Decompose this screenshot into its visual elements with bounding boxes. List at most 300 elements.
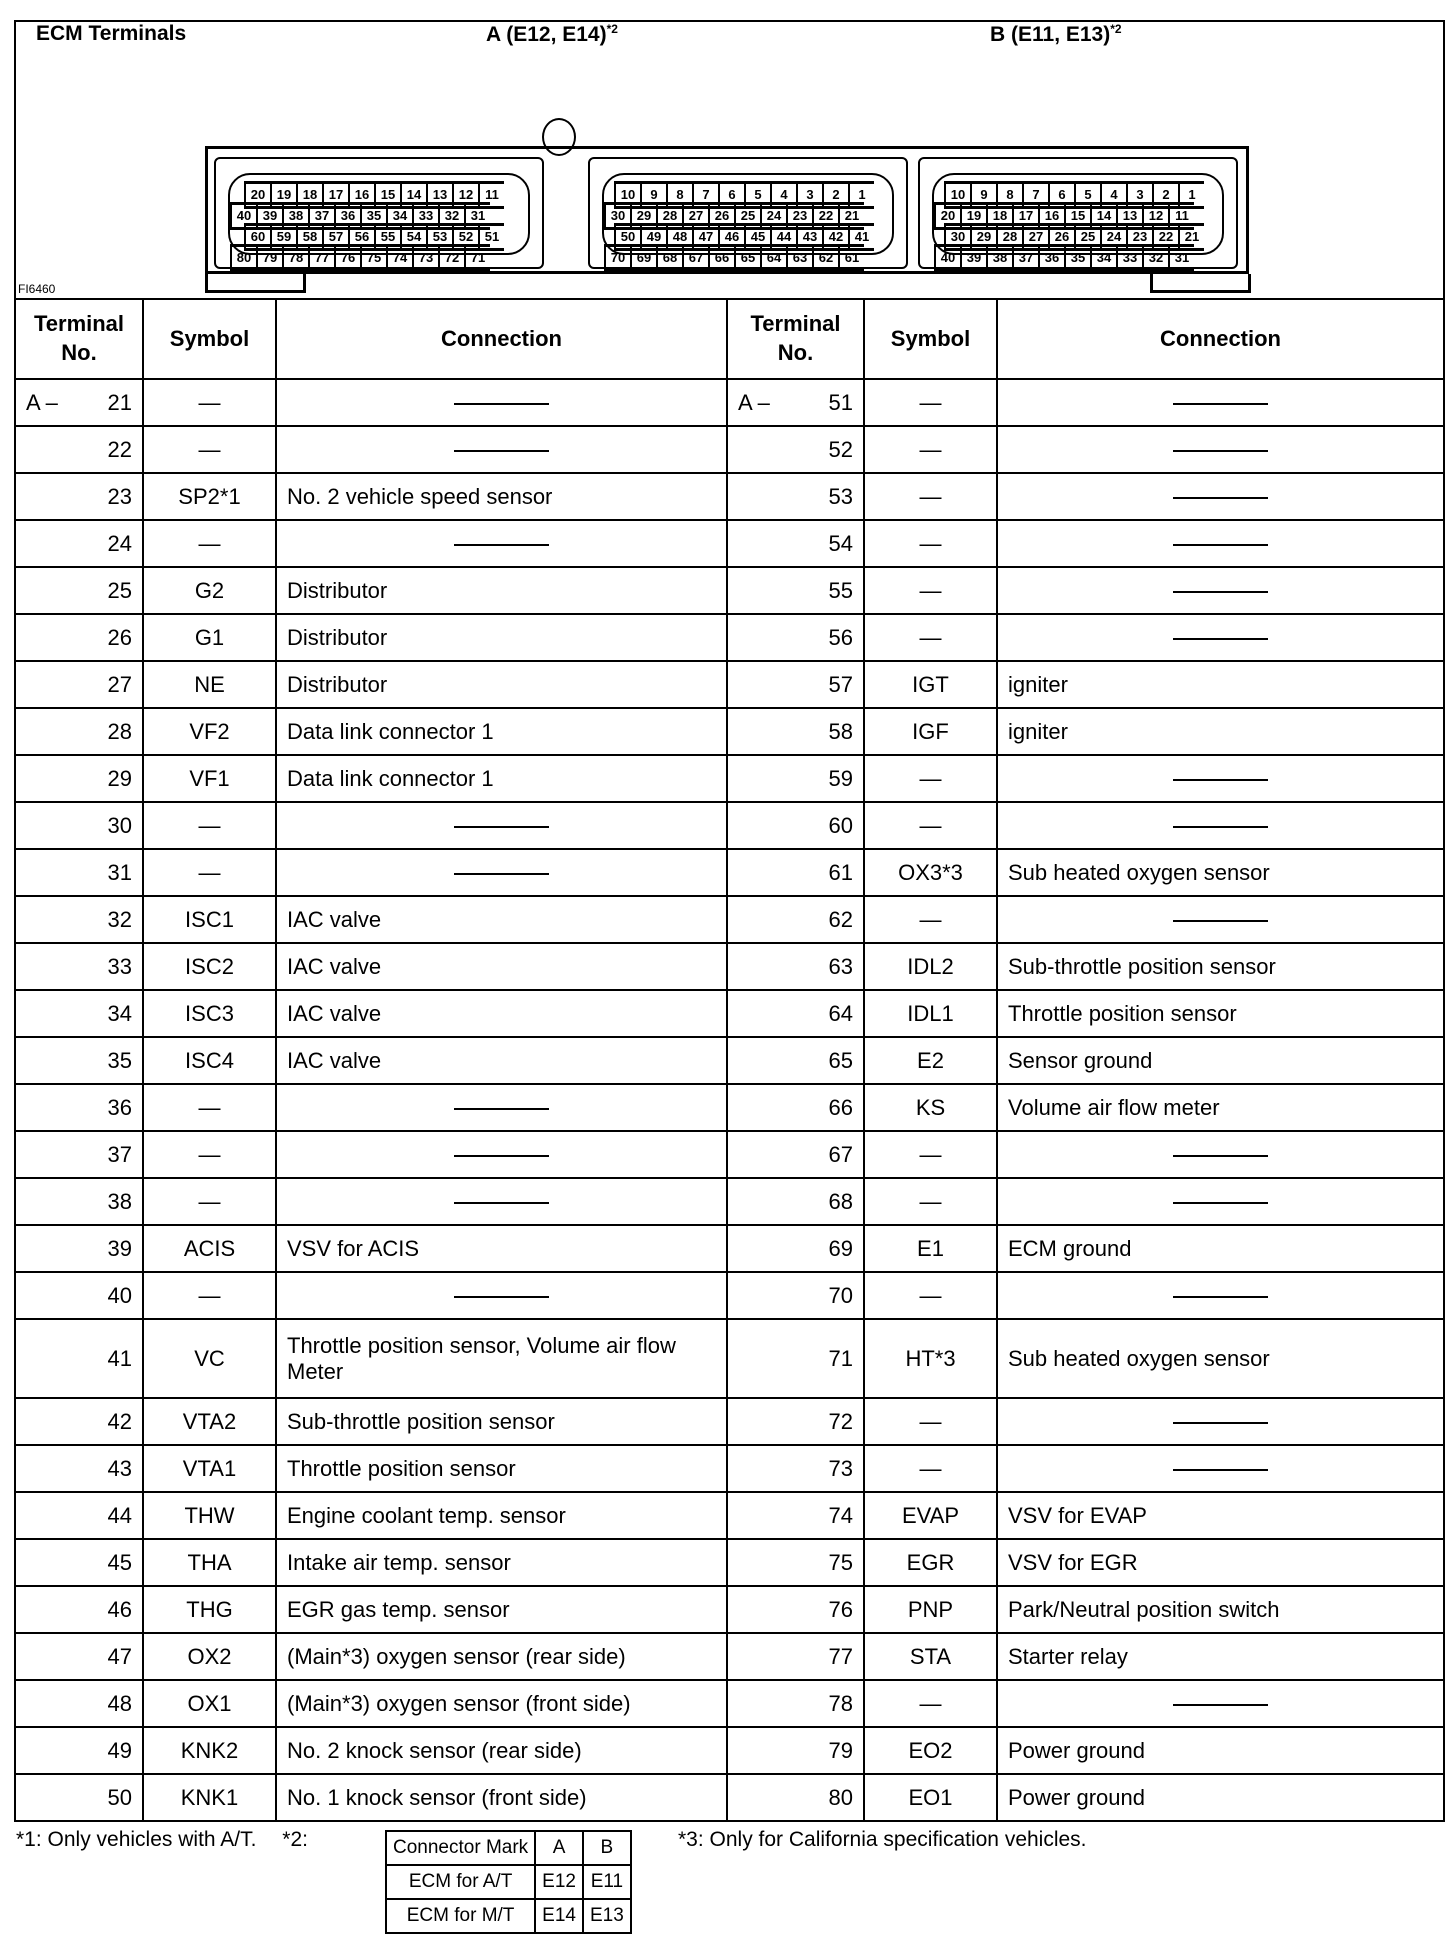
terminal-number-text: 69 <box>828 1235 853 1261</box>
pin-36: 36 <box>1038 247 1064 269</box>
no-connection-dash <box>1173 591 1268 593</box>
terminal-connection <box>997 849 1444 896</box>
figure-id: FI6460 <box>18 282 56 296</box>
no-connection-dash <box>454 826 549 828</box>
terminal-connection-text: IAC valve <box>287 1047 382 1073</box>
col-symbol-2: Symbol <box>864 299 997 379</box>
terminal-symbol-text: — <box>198 812 221 838</box>
terminal-symbol-text: IDL1 <box>907 1000 954 1026</box>
pin-65: 65 <box>734 247 760 269</box>
table-row <box>15 426 1444 473</box>
pin-32: 32 <box>438 205 464 227</box>
terminal-symbol <box>143 755 276 802</box>
pin-1: 1 <box>1178 184 1204 206</box>
terminal-connection-text: Sub-throttle position sensor <box>1008 953 1276 979</box>
pin-13: 13 <box>426 184 452 206</box>
table-row <box>15 802 1444 849</box>
pin-68: 68 <box>656 247 682 269</box>
terminal-number-text: 49 <box>107 1737 132 1763</box>
no-connection-dash <box>1173 779 1268 781</box>
pin-42: 42 <box>822 226 848 248</box>
table-row <box>15 1398 1444 1445</box>
terminal-symbol-text: VF2 <box>189 718 230 744</box>
terminal-connection-text: igniter <box>1008 718 1068 744</box>
terminal-number-text: 77 <box>828 1643 853 1669</box>
connector-mark-cell: E12 <box>535 1865 583 1899</box>
col-terminal-2: Terminal No. <box>727 299 864 379</box>
pin-10: 10 <box>614 184 640 206</box>
pin-24: 24 <box>760 205 786 227</box>
terminal-connection <box>997 1586 1444 1633</box>
terminal-symbol <box>143 708 276 755</box>
pin-69: 69 <box>630 247 656 269</box>
pin-10: 10 <box>944 184 970 206</box>
terminal-symbol-text: EVAP <box>901 1502 960 1528</box>
terminal-number-text: 29 <box>107 765 132 791</box>
terminal-symbol-text: VF1 <box>189 765 230 791</box>
terminal-number-text: 62 <box>828 906 853 932</box>
no-connection-dash <box>454 544 549 546</box>
terminal-number <box>727 755 864 802</box>
pin-70: 70 <box>604 247 630 269</box>
terminal-number <box>727 1178 864 1225</box>
terminal-connection-text: Park/Neutral position switch <box>1008 1596 1280 1622</box>
terminal-connection <box>997 614 1444 661</box>
terminal-connection-text: Sub-throttle position sensor <box>287 1408 555 1434</box>
col-connection: Connection <box>276 299 727 379</box>
terminal-connection-text: No. 1 knock sensor (front side) <box>287 1784 587 1810</box>
terminal-number <box>15 473 143 520</box>
pin-13: 13 <box>1116 205 1142 227</box>
terminal-number <box>727 614 864 661</box>
terminal-connection-text: Engine coolant temp. sensor <box>287 1502 566 1528</box>
no-connection-dash <box>1173 450 1268 452</box>
terminal-symbol-text: — <box>919 1141 942 1167</box>
terminal-symbol <box>143 802 276 849</box>
terminal-symbol <box>143 990 276 1037</box>
terminal-connection <box>276 1586 727 1633</box>
terminal-number-text: 27 <box>107 671 132 697</box>
terminal-connection-text: IAC valve <box>287 1000 382 1026</box>
terminal-number-text: 36 <box>107 1094 132 1120</box>
terminal-number <box>15 520 143 567</box>
pin-55: 55 <box>374 226 400 248</box>
pin-39: 39 <box>960 247 986 269</box>
terminal-connection <box>997 896 1444 943</box>
terminal-symbol-text: KS <box>915 1094 946 1120</box>
terminal-number-text: 30 <box>107 812 132 838</box>
no-connection-dash <box>454 1155 549 1157</box>
terminal-connection <box>276 1131 727 1178</box>
table-row <box>15 755 1444 802</box>
terminal-connection <box>276 1774 727 1821</box>
terminal-number-text: 40 <box>107 1282 132 1308</box>
terminal-symbol-text: — <box>919 906 942 932</box>
terminal-number <box>15 1178 143 1225</box>
terminal-connection-text: VSV for EVAP <box>1008 1502 1147 1528</box>
terminal-connection-text: Sensor ground <box>1008 1047 1153 1073</box>
terminal-number <box>727 1272 864 1319</box>
terminal-connection <box>997 661 1444 708</box>
pin-26: 26 <box>1048 226 1074 248</box>
terminal-symbol-text: — <box>919 624 942 650</box>
terminal-symbol <box>864 1225 997 1272</box>
no-connection-dash <box>1173 826 1268 828</box>
terminal-number-text: 34 <box>107 1000 132 1026</box>
connector-mark-cell: A <box>535 1831 583 1865</box>
terminal-number-text: 24 <box>107 530 132 556</box>
terminal-number-text: 51 <box>828 389 853 415</box>
terminal-connection-text: Sub heated oxygen sensor <box>1008 859 1270 885</box>
connector-a-label <box>486 22 618 47</box>
terminal-connection <box>276 1727 727 1774</box>
no-connection-dash <box>1173 1469 1268 1471</box>
terminal-symbol <box>143 1398 276 1445</box>
table-row <box>15 661 1444 708</box>
terminal-number <box>15 1774 143 1821</box>
terminal-symbol-text: ISC1 <box>185 906 234 932</box>
terminal-symbol <box>864 567 997 614</box>
no-connection-dash <box>454 1108 549 1110</box>
table-row <box>15 1727 1444 1774</box>
pin-40: 40 <box>230 205 256 227</box>
terminal-symbol-text: EGR <box>906 1549 955 1575</box>
terminal-connection <box>997 1492 1444 1539</box>
connector-mark-cell: E11 <box>583 1865 631 1899</box>
footnote-3: *3: Only for California specification vehicles. <box>678 1828 1087 1851</box>
table-row <box>15 708 1444 755</box>
pin-6: 6 <box>718 184 744 206</box>
terminal-symbol-text: SP2*1 <box>178 483 241 509</box>
terminal-connection <box>997 1131 1444 1178</box>
terminal-symbol <box>143 1084 276 1131</box>
terminal-connection-text: Data link connector 1 <box>287 718 494 744</box>
connector-mark-cell: ECM for M/T <box>386 1899 535 1933</box>
pin-59: 59 <box>270 226 296 248</box>
terminal-number-text: 21 <box>107 389 132 415</box>
table-row <box>15 1272 1444 1319</box>
terminal-symbol <box>864 802 997 849</box>
no-connection-dash <box>454 1296 549 1298</box>
terminal-number <box>15 1586 143 1633</box>
pin-17: 17 <box>1012 205 1038 227</box>
terminal-number <box>15 1225 143 1272</box>
pin-28: 28 <box>656 205 682 227</box>
pin-60: 60 <box>244 226 270 248</box>
terminal-number-text: 31 <box>107 859 132 885</box>
terminal-symbol <box>143 520 276 567</box>
terminal-number-text: 79 <box>828 1737 853 1763</box>
terminal-connection <box>276 755 727 802</box>
pin-76: 76 <box>334 247 360 269</box>
terminal-number-text: 48 <box>107 1690 132 1716</box>
col-terminal: Terminal No. <box>15 299 143 379</box>
table-row <box>15 1225 1444 1272</box>
terminal-number-text: 61 <box>828 859 853 885</box>
terminal-number <box>727 1586 864 1633</box>
terminal-connection <box>997 802 1444 849</box>
terminal-symbol-text: IGF <box>912 718 949 744</box>
terminal-symbol-text: ACIS <box>183 1235 236 1261</box>
table-row <box>15 1445 1444 1492</box>
pin-12: 12 <box>1142 205 1168 227</box>
terminal-connection-text: Sub heated oxygen sensor <box>1008 1345 1270 1371</box>
terminal-number <box>727 520 864 567</box>
terminal-symbol-text: — <box>919 1408 942 1434</box>
terminal-connection <box>276 1633 727 1680</box>
terminal-symbol <box>864 1539 997 1586</box>
pin-37: 37 <box>308 205 334 227</box>
terminal-symbol <box>143 473 276 520</box>
terminal-number-text: 23 <box>107 483 132 509</box>
terminal-symbol-text: — <box>919 577 942 603</box>
terminal-connection-text: Starter relay <box>1008 1643 1128 1669</box>
pin-77: 77 <box>308 247 334 269</box>
terminal-number-text: 53 <box>828 483 853 509</box>
terminal-symbol-text: VTA2 <box>182 1408 237 1434</box>
pin-16: 16 <box>1038 205 1064 227</box>
pin-66: 66 <box>708 247 734 269</box>
terminal-number-text: 60 <box>828 812 853 838</box>
pin-15: 15 <box>1064 205 1090 227</box>
pin-17: 17 <box>322 184 348 206</box>
terminal-symbol-text: — <box>919 1188 942 1214</box>
terminal-symbol-text: EO2 <box>908 1737 953 1763</box>
terminal-connection <box>997 1539 1444 1586</box>
terminal-symbol <box>143 1680 276 1727</box>
terminal-connection <box>276 1680 727 1727</box>
pin-49: 49 <box>640 226 666 248</box>
terminal-number <box>727 1727 864 1774</box>
terminal-symbol <box>864 849 997 896</box>
terminal-symbol <box>143 1539 276 1586</box>
table-row <box>15 567 1444 614</box>
terminal-connection <box>997 1680 1444 1727</box>
no-connection-dash <box>454 403 549 405</box>
pin-27: 27 <box>1022 226 1048 248</box>
terminal-symbol <box>864 755 997 802</box>
table-row <box>15 473 1444 520</box>
terminal-number-text: 67 <box>828 1141 853 1167</box>
terminal-symbol <box>864 1272 997 1319</box>
terminal-number-text: 46 <box>107 1596 132 1622</box>
terminal-number <box>15 379 143 426</box>
connector-a-right <box>588 157 908 269</box>
pin-8: 8 <box>996 184 1022 206</box>
pin-32: 32 <box>1142 247 1168 269</box>
col-symbol: Symbol <box>143 299 276 379</box>
terminal-symbol <box>864 1445 997 1492</box>
terminal-number-text: 66 <box>828 1094 853 1120</box>
connector-mark-cell: Connector Mark <box>386 1831 535 1865</box>
terminal-connection <box>276 1492 727 1539</box>
terminal-number <box>15 1539 143 1586</box>
terminal-number <box>15 426 143 473</box>
pin-73: 73 <box>412 247 438 269</box>
terminal-number <box>727 1492 864 1539</box>
pin-35: 35 <box>1064 247 1090 269</box>
terminal-symbol-text: — <box>198 530 221 556</box>
terminal-number <box>15 802 143 849</box>
pin-41: 41 <box>848 226 874 248</box>
terminal-number-text: 57 <box>828 671 853 697</box>
terminal-symbol <box>864 1492 997 1539</box>
terminal-symbol <box>143 379 276 426</box>
pin-34: 34 <box>1090 247 1116 269</box>
terminal-symbol <box>864 1131 997 1178</box>
terminal-connection <box>276 1037 727 1084</box>
terminal-number <box>15 567 143 614</box>
terminal-symbol <box>143 1633 276 1680</box>
pin-11: 11 <box>1168 205 1194 227</box>
pin-40: 40 <box>934 247 960 269</box>
terminal-number-text: 68 <box>828 1188 853 1214</box>
terminal-number <box>15 614 143 661</box>
terminal-number <box>727 1680 864 1727</box>
mount-foot-left <box>205 274 306 293</box>
terminal-symbol-text: OX2 <box>187 1643 232 1669</box>
table-row <box>15 1131 1444 1178</box>
no-connection-dash <box>1173 638 1268 640</box>
terminal-number-text: 80 <box>828 1784 853 1810</box>
terminal-symbol <box>864 1727 997 1774</box>
terminal-number-text: 35 <box>107 1047 132 1073</box>
terminal-number <box>15 1319 143 1398</box>
terminal-symbol-text: — <box>198 436 221 462</box>
connector-mark-row <box>386 1865 631 1899</box>
terminal-connection <box>276 1225 727 1272</box>
terminal-symbol <box>143 614 276 661</box>
terminal-connection-text: IAC valve <box>287 906 382 932</box>
terminal-number-text: 78 <box>828 1690 853 1716</box>
terminal-number-text: 39 <box>107 1235 132 1261</box>
terminal-connection-text: Distributor <box>287 624 388 650</box>
terminal-symbol <box>143 1178 276 1225</box>
pin-53: 53 <box>426 226 452 248</box>
pin-29: 29 <box>630 205 656 227</box>
terminal-number <box>15 1680 143 1727</box>
pin-33: 33 <box>1116 247 1142 269</box>
pin-14: 14 <box>400 184 426 206</box>
pin-11: 11 <box>478 184 504 206</box>
pin-19: 19 <box>960 205 986 227</box>
terminal-connection <box>997 1225 1444 1272</box>
terminal-symbol <box>864 426 997 473</box>
terminal-symbol <box>143 896 276 943</box>
pin-43: 43 <box>796 226 822 248</box>
terminal-number-text: 45 <box>107 1549 132 1575</box>
terminal-symbol <box>864 1586 997 1633</box>
terminal-symbol-text: E1 <box>917 1235 944 1261</box>
pin-22: 22 <box>1152 226 1178 248</box>
connector-mark-row <box>386 1899 631 1933</box>
terminal-connection <box>997 990 1444 1037</box>
table-row <box>15 520 1444 567</box>
pin-3: 3 <box>796 184 822 206</box>
connector-mark-cell: E14 <box>535 1899 583 1933</box>
terminal-symbol <box>143 1492 276 1539</box>
pin-27: 27 <box>682 205 708 227</box>
terminal-symbol-text: IDL2 <box>907 953 954 979</box>
terminal-symbol-text: PNP <box>907 1596 954 1622</box>
terminal-connection <box>276 1178 727 1225</box>
terminal-symbol-text: — <box>198 1141 221 1167</box>
table-row <box>15 1319 1444 1398</box>
pin-23: 23 <box>1126 226 1152 248</box>
terminal-number <box>15 1445 143 1492</box>
terminal-connection-text: No. 2 knock sensor (rear side) <box>287 1737 582 1763</box>
pin-19: 19 <box>270 184 296 206</box>
terminal-number <box>727 1445 864 1492</box>
terminal-number <box>727 567 864 614</box>
no-connection-dash <box>1173 1422 1268 1424</box>
terminal-number-text: 47 <box>107 1643 132 1669</box>
connector-a-left <box>214 157 544 269</box>
terminal-connection-text: Throttle position sensor, Volume air flow Meter <box>287 1333 676 1384</box>
pin-75: 75 <box>360 247 386 269</box>
terminal-number <box>15 1398 143 1445</box>
pin-57: 57 <box>322 226 348 248</box>
terminal-symbol-text: — <box>198 859 221 885</box>
terminal-connection <box>997 379 1444 426</box>
terminal-number <box>15 896 143 943</box>
terminal-connection <box>997 1398 1444 1445</box>
terminal-number <box>727 1319 864 1398</box>
table-row <box>15 1586 1444 1633</box>
terminal-connection <box>997 943 1444 990</box>
terminal-number <box>727 1225 864 1272</box>
table-row <box>15 1633 1444 1680</box>
terminal-symbol-text: G2 <box>194 577 225 603</box>
terminal-number-text: 26 <box>107 624 132 650</box>
terminal-connection <box>276 1539 727 1586</box>
table-row <box>15 379 1444 426</box>
terminal-connection <box>997 1445 1444 1492</box>
terminal-symbol <box>864 1633 997 1680</box>
pin-14: 14 <box>1090 205 1116 227</box>
pin-9: 9 <box>640 184 666 206</box>
terminal-connection <box>997 755 1444 802</box>
terminal-symbol <box>864 1084 997 1131</box>
terminal-connection-text: Data link connector 1 <box>287 765 494 791</box>
pin-16: 16 <box>348 184 374 206</box>
pin-71: 71 <box>464 247 490 269</box>
terminal-number <box>15 1084 143 1131</box>
connector-b <box>918 157 1238 269</box>
terminal-number-text: 74 <box>828 1502 853 1528</box>
no-connection-dash <box>1173 1704 1268 1706</box>
connector-mark-cell: E13 <box>583 1899 631 1933</box>
terminal-number-text: 56 <box>828 624 853 650</box>
terminal-symbol <box>864 990 997 1037</box>
terminal-symbol <box>143 1774 276 1821</box>
pin-8: 8 <box>666 184 692 206</box>
terminal-symbol-text: — <box>198 1188 221 1214</box>
terminal-connection <box>276 896 727 943</box>
terminal-connection <box>997 426 1444 473</box>
terminal-connection <box>997 1037 1444 1084</box>
terminal-symbol-text: — <box>919 483 942 509</box>
terminal-symbol-text: VC <box>194 1345 225 1371</box>
terminal-connection <box>997 1774 1444 1821</box>
terminal-symbol-text: THW <box>184 1502 235 1528</box>
pin-46: 46 <box>718 226 744 248</box>
pin-33: 33 <box>412 205 438 227</box>
terminal-connection <box>997 1319 1444 1398</box>
terminal-number-text: 32 <box>107 906 132 932</box>
connector-mark-row <box>386 1831 631 1865</box>
terminal-number <box>727 990 864 1037</box>
